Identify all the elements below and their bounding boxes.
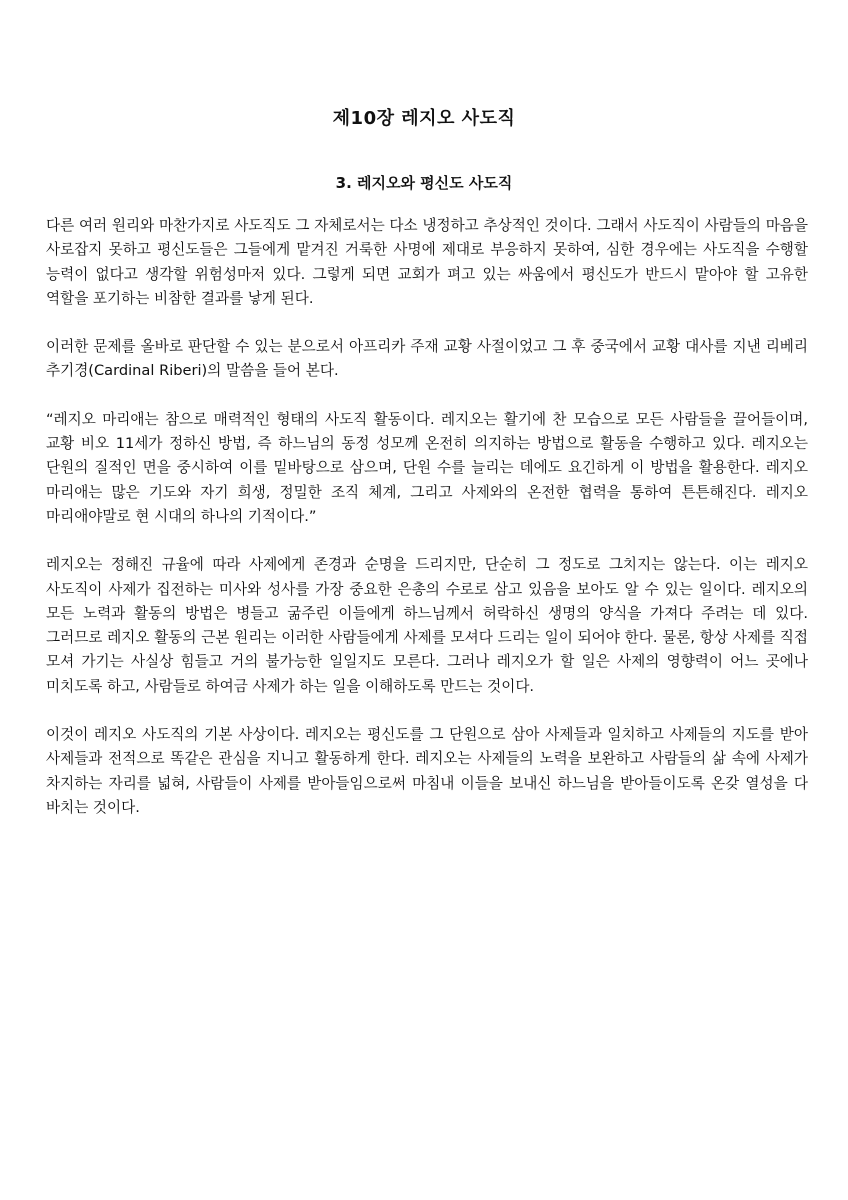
chapter-title: 제10장 레지오 사도직 xyxy=(332,108,516,129)
paragraph-intro: 다른 여러 원리와 마찬가지로 사도직도 그 자체로서는 다소 냉정하고 추상적인 것이다. 그래서 사도직이 사람들의 마음을 사로잡지 못하고 평신도들은 그들에게 맡겨진 거룩한 사명에 제대로 부응하지 못하여, 심한 경우에는 사도직을 수행할 능력이 없다고 생각할 위험성마저 있다. 그렇게 되면 교회가 펴고 있는 싸움에서 평신도가 반드시 맡아야 할 고유한 역할을 포기하는 비참한 결과를 낳게 된다. xyxy=(46,217,808,307)
paragraph-riberi-intro: 이러한 문제를 올바로 판단할 수 있는 분으로서 아프리카 주재 교황 사절이었고 그 후 중국에서 교황 대사를 지낸 리베리 추기경(Cardinal Riberi)의 말씀을 들어 본다. xyxy=(46,338,808,380)
body-text xyxy=(46,214,808,844)
paragraph-priest-relation: 레지오는 정해진 규율에 따라 사제에게 존경과 순명을 드리지만, 단순히 그 정도로 그치지는 않는다. 이는 레지오 사도직이 사제가 집전하는 미사와 성사를 가장 중요한 은총의 수로로 삼고 있음을 보아도 알 수 있는 일이다. 레지오의 모든 노력과 활동의 방법은 병들고 굶주린 이들에게 하느님께서 허락하신 생명의 양식을 가져다 주려는 데 있다. 그러므로 레지오 활동의 근본 원리는 이러한 사람들에게 사제를 모셔다 드리는 일이 되어야 한다. 물론, 항상 사제를 직접 모셔 가기는 사실상 힘들고 거의 불가능한 일일지도 모른다. 그러나 레지오가 할 일은 사제의 영향력이 어느 곳에나 미치도록 하고, 사람들로 하여금 사제가 하는 일을 이해하도록 만드는 것이다. xyxy=(46,556,808,695)
section-title: 3. 레지오와 평신도 사도직 xyxy=(335,174,513,192)
paragraph-basic-idea: 이것이 레지오 사도직의 기본 사상이다. 레지오는 평신도를 그 단원으로 삼아 사제들과 일치하고 사제들의 지도를 받아 사제들과 전적으로 똑같은 관심을 지니고 활동하게 한다. 레지오는 사제들의 노력을 보완하고 사람들의 삶 속에 사제가 차지하는 자리를 넓혀, 사람들이 사제를 받아들임으로써 마침내 이들을 보내신 하느님을 받아들이도록 온갖 열성을 다 바치는 것이다. xyxy=(46,726,808,816)
paragraph-quote: “레지오 마리애는 참으로 매력적인 형태의 사도직 활동이다. 레지오는 활기에 찬 모습으로 모든 사람들을 끌어들이며, 교황 비오 11세가 정하신 방법, 즉 하느님의 동정 성모께 온전히 의지하는 방법으로 활동을 수행하고 있다. 레지오는 단원의 질적인 면을 중시하여 이를 밑바탕으로 삼으며, 단원 수를 늘리는 데에도 요긴하게 이 방법을 활용한다. 레지오 마리애는 많은 기도와 자기 희생, 정밀한 조직 체계, 그리고 사제와의 온전한 협력을 통하여 튼튼해진다. 레지오 마리애야말로 현 시대의 하나의 기적이다.” xyxy=(46,410,809,525)
